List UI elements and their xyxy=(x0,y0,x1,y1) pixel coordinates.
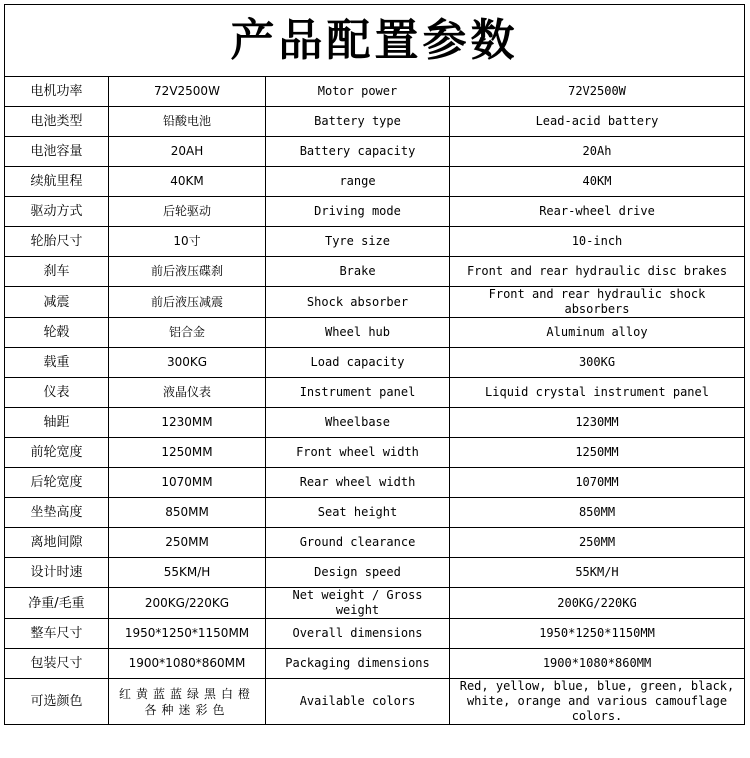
spec-row xyxy=(5,107,745,137)
spec-value-zh: 300KG xyxy=(109,348,266,378)
spec-row xyxy=(5,679,745,725)
spec-value-zh: 1900*1080*860MM xyxy=(109,649,266,679)
spec-value-en: Rear-wheel drive xyxy=(450,197,745,227)
spec-label-en: Brake xyxy=(266,257,450,287)
spec-label-en: range xyxy=(266,167,450,197)
page-title: 产品配置参数 xyxy=(5,5,745,77)
spec-row xyxy=(5,528,745,558)
spec-label-zh: 设计时速 xyxy=(5,558,109,588)
spec-value-zh: 40KM xyxy=(109,167,266,197)
spec-row xyxy=(5,77,745,107)
spec-label-zh: 轴距 xyxy=(5,408,109,438)
spec-value-zh: 铅酸电池 xyxy=(109,107,266,137)
spec-value-zh: 850MM xyxy=(109,498,266,528)
spec-value-en: 72V2500W xyxy=(450,77,745,107)
spec-label-en: Battery capacity xyxy=(266,137,450,167)
spec-label-en: Front wheel width xyxy=(266,438,450,468)
spec-label-zh: 后轮宽度 xyxy=(5,468,109,498)
spec-value-zh: 200KG/220KG xyxy=(109,588,266,619)
spec-row xyxy=(5,588,745,619)
spec-value-en: 1230MM xyxy=(450,408,745,438)
spec-row xyxy=(5,619,745,649)
spec-value-en: 1070MM xyxy=(450,468,745,498)
spec-value-en: Lead-acid battery xyxy=(450,107,745,137)
spec-row xyxy=(5,558,745,588)
spec-label-en: Motor power xyxy=(266,77,450,107)
spec-value-en: 10-inch xyxy=(450,227,745,257)
spec-label-zh: 刹车 xyxy=(5,257,109,287)
spec-label-en: Available colors xyxy=(266,679,450,725)
spec-value-zh: 250MM xyxy=(109,528,266,558)
spec-label-en: Battery type xyxy=(266,107,450,137)
spec-label-zh: 轮胎尺寸 xyxy=(5,227,109,257)
spec-label-zh: 载重 xyxy=(5,348,109,378)
spec-label-en: Overall dimensions xyxy=(266,619,450,649)
spec-value-en: Front and rear hydraulic shock absorbers xyxy=(450,287,745,318)
spec-value-zh: 1950*1250*1150MM xyxy=(109,619,266,649)
spec-value-en: Liquid crystal instrument panel xyxy=(450,378,745,408)
spec-value-en: Aluminum alloy xyxy=(450,318,745,348)
spec-label-zh: 减震 xyxy=(5,287,109,318)
spec-label-zh: 净重/毛重 xyxy=(5,588,109,619)
spec-label-zh: 包装尺寸 xyxy=(5,649,109,679)
spec-value-zh: 1230MM xyxy=(109,408,266,438)
spec-label-en: Ground clearance xyxy=(266,528,450,558)
spec-value-en: 200KG/220KG xyxy=(450,588,745,619)
spec-value-zh: 1250MM xyxy=(109,438,266,468)
spec-row xyxy=(5,167,745,197)
spec-value-zh: 前后液压减震 xyxy=(109,287,266,318)
spec-label-zh: 轮毂 xyxy=(5,318,109,348)
spec-label-en: Tyre size xyxy=(266,227,450,257)
spec-value-en: 20Ah xyxy=(450,137,745,167)
spec-row xyxy=(5,287,745,318)
spec-value-en: 55KM/H xyxy=(450,558,745,588)
spec-table xyxy=(4,4,745,725)
spec-value-zh: 55KM/H xyxy=(109,558,266,588)
spec-row xyxy=(5,257,745,287)
spec-label-zh: 驱动方式 xyxy=(5,197,109,227)
spec-row xyxy=(5,348,745,378)
spec-row xyxy=(5,197,745,227)
spec-label-en: Seat height xyxy=(266,498,450,528)
spec-row xyxy=(5,318,745,348)
spec-row xyxy=(5,378,745,408)
spec-value-zh: 1070MM xyxy=(109,468,266,498)
spec-label-zh: 可选颜色 xyxy=(5,679,109,725)
spec-value-zh: 铝合金 xyxy=(109,318,266,348)
spec-label-en: Design speed xyxy=(266,558,450,588)
spec-value-en: Red, yellow, blue, blue, green, black, white, orange and various camouflage colors. xyxy=(450,679,745,725)
spec-value-en: 40KM xyxy=(450,167,745,197)
spec-label-zh: 电池容量 xyxy=(5,137,109,167)
spec-label-en: Rear wheel width xyxy=(266,468,450,498)
spec-label-zh: 电机功率 xyxy=(5,77,109,107)
spec-value-zh: 前后液压碟刹 xyxy=(109,257,266,287)
spec-label-zh: 电池类型 xyxy=(5,107,109,137)
spec-label-en: Shock absorber xyxy=(266,287,450,318)
spec-row xyxy=(5,649,745,679)
spec-row xyxy=(5,498,745,528)
spec-label-en: Driving mode xyxy=(266,197,450,227)
spec-value-en: 850MM xyxy=(450,498,745,528)
spec-row xyxy=(5,468,745,498)
spec-value-en: Front and rear hydraulic disc brakes xyxy=(450,257,745,287)
spec-label-zh: 整车尺寸 xyxy=(5,619,109,649)
spec-label-en: Wheel hub xyxy=(266,318,450,348)
spec-label-zh: 仪表 xyxy=(5,378,109,408)
spec-label-en: Wheelbase xyxy=(266,408,450,438)
spec-value-en: 1950*1250*1150MM xyxy=(450,619,745,649)
spec-row xyxy=(5,438,745,468)
spec-row xyxy=(5,227,745,257)
spec-value-en: 1900*1080*860MM xyxy=(450,649,745,679)
spec-label-zh: 离地间隙 xyxy=(5,528,109,558)
spec-label-en: Instrument panel xyxy=(266,378,450,408)
spec-row xyxy=(5,137,745,167)
spec-label-en: Net weight / Gross weight xyxy=(266,588,450,619)
spec-value-zh: 液晶仪表 xyxy=(109,378,266,408)
spec-label-zh: 坐垫高度 xyxy=(5,498,109,528)
spec-label-zh: 续航里程 xyxy=(5,167,109,197)
spec-label-en: Load capacity xyxy=(266,348,450,378)
spec-value-zh: 72V2500W xyxy=(109,77,266,107)
spec-value-zh: 红黄蓝蓝绿黑白橙各种迷彩色 xyxy=(109,679,266,725)
spec-label-zh: 前轮宽度 xyxy=(5,438,109,468)
spec-value-zh: 后轮驱动 xyxy=(109,197,266,227)
spec-value-en: 300KG xyxy=(450,348,745,378)
spec-value-en: 250MM xyxy=(450,528,745,558)
spec-value-en: 1250MM xyxy=(450,438,745,468)
spec-value-zh: 20AH xyxy=(109,137,266,167)
spec-row xyxy=(5,408,745,438)
spec-label-en: Packaging dimensions xyxy=(266,649,450,679)
spec-value-zh: 10寸 xyxy=(109,227,266,257)
